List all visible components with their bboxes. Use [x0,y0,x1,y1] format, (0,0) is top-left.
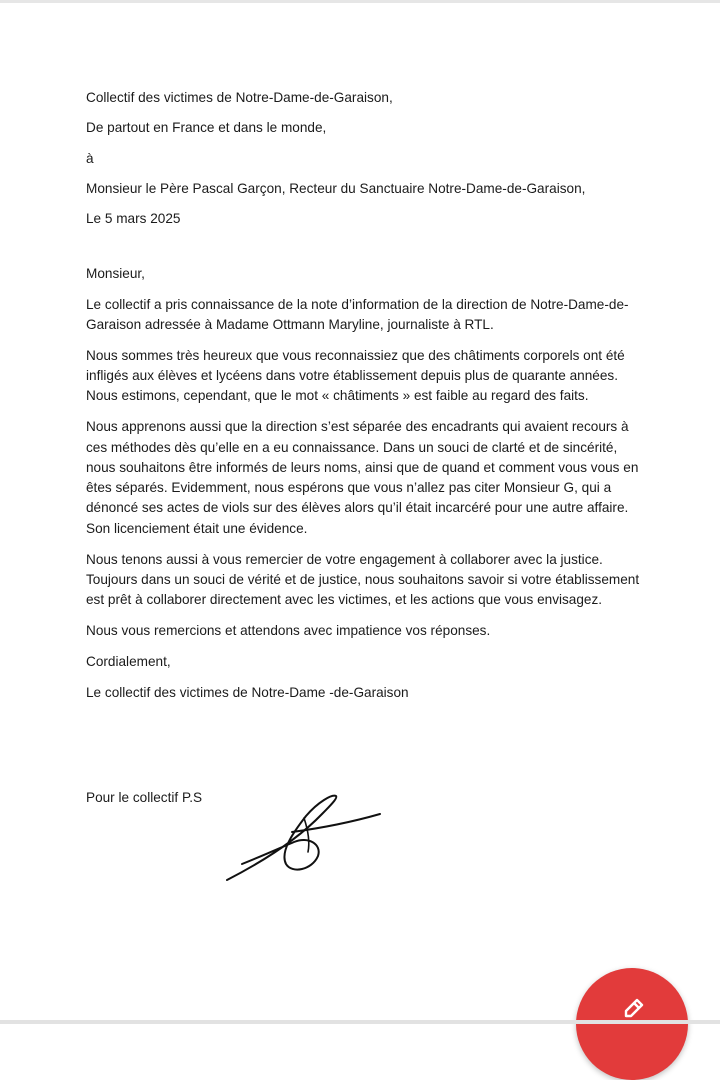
sender-line: Collectif des victimes de Notre-Dame-de-Garaison, [86,90,393,105]
paragraph: Nous sommes très heureux que vous reconnaissiez que des châtiments corporels ont été infligés aux élèves et lycéens dans votre établissement depuis plus de quarante années. Nous estimons, cependant, que le mot « châtiments » est faible au regard des faits. [86,347,625,404]
paragraph: Nous tenons aussi à vous remercier de votre engagement à collaborer avec la justice. Toujours dans un souci de vérité et de justice, nous souhaitons savoir si votre établissement est prêt à collaborer directement avec les victimes, et les actions que vous envisagez. [86,551,640,608]
top-divider [0,0,720,3]
sign-label: Pour le collectif P.S [86,790,203,805]
letter-document [86,88,642,713]
letter-body [86,295,642,703]
signatory: Le collectif des victimes de Notre-Dame -de-Garaison [86,684,409,700]
origin-line: De partout en France et dans le monde, [86,120,327,136]
letter-header [86,88,642,229]
bottom-divider [0,1020,720,1024]
pencil-icon [620,994,648,1022]
paragraph: Nous vous remercions et attendons avec impatience vos réponses. [86,622,491,638]
salutation: Monsieur, [86,266,145,282]
recipient-line: Monsieur le Père Pascal Garçon, Recteur du Sanctuaire Notre-Dame-de-Garaison, [86,180,586,196]
handwritten-signature [222,792,388,884]
to-word: à [86,150,94,166]
date-line: Le 5 mars 2025 [86,211,181,227]
edit-button[interactable] [576,968,688,1080]
paragraph: Nous apprenons aussi que la direction s’est séparée des encadrants qui avaient recours à ces méthodes dès qu’elle en a eu connaissance. Dans un souci de clarté et de sincérité, nous souhaitons être informés de leurs noms, ainsi que de quand et comment vous vous en êtes séparés. Evidemment, nous espérons que vous n’allez pas citer Monsieur G, qui a dénoncé ses actes de viols sur des élèves alors qu’il était incarcéré pour une autre affaire. Son licenciement était une évidence. [86,419,639,536]
paragraph: Le collectif a pris connaissance de la note d’information de la direction de Notre-Dame-de-Garaison adressée à Madame Ottmann Maryline, journaliste à RTL. [86,296,629,333]
closing: Cordialement, [86,653,171,669]
